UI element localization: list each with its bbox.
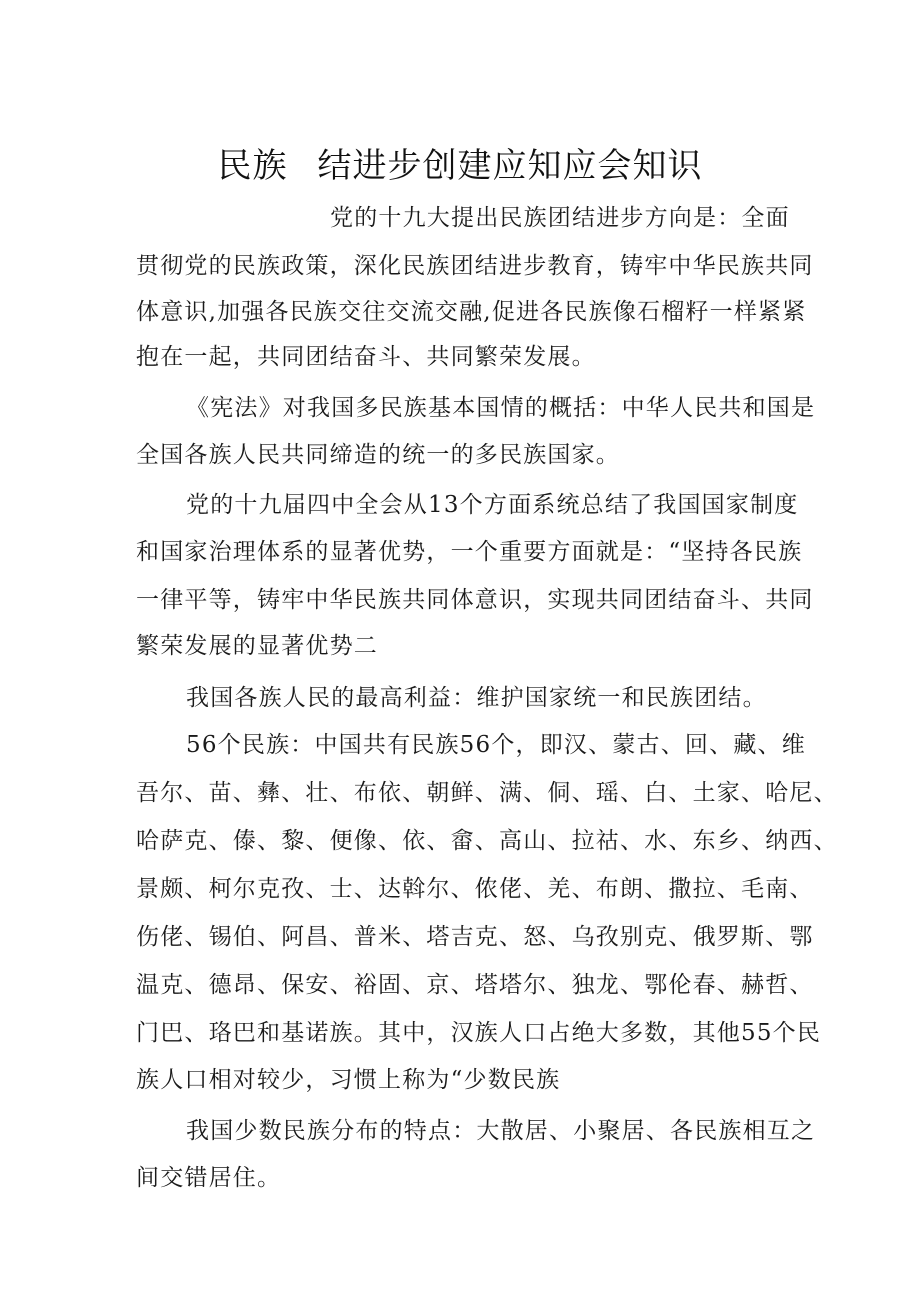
paragraph-5-line-7: 门巴、珞巴和基诺族。其中，汉族人口占绝大多数，其他55个民: [136, 1020, 822, 1046]
paragraph-1-line-4: 抱在一起，共同团结奋斗、共同繁荣发展。: [136, 344, 596, 370]
title-part-1: 民族: [217, 146, 288, 186]
paragraph-3-line-4: 繁荣发展的显著优势二: [136, 633, 378, 659]
paragraph-1-line-2: 贯彻党的民族政策，深化民族团结进步教育，铸牢中华民族共同: [136, 253, 814, 279]
paragraph-5-line-5: 伤佬、锡伯、阿昌、普米、塔吉克、怒、乌孜别克、俄罗斯、鄂: [136, 924, 814, 950]
paragraph-1-line-1: 党的十九大提出民族团结进步方向是：全面: [330, 205, 790, 231]
document-title: [0, 138, 920, 187]
paragraph-4-line-1: 我国各族人民的最高利益：维护国家统一和民族团结。: [186, 685, 767, 711]
paragraph-2-line-1: 《宪法》对我国多民族基本国情的概括：中华人民共和国是: [186, 395, 816, 421]
paragraph-6-line-2: 间交错居住。: [136, 1165, 282, 1191]
paragraph-5-line-4: 景颇、柯尔克孜、士、达斡尔、侬佬、羌、布朗、撒拉、毛南、: [136, 876, 814, 902]
paragraph-2-line-2: 全国各族人民共同缔造的统一的多民族国家。: [136, 442, 620, 468]
paragraph-3-line-1: 党的十九届四中全会从13个方面系统总结了我国国家制度: [186, 492, 799, 518]
title-part-2: 结进步创建应知应会知识: [317, 146, 703, 186]
paragraph-5-line-3: 哈萨克、傣、黎、便像、依、畲、高山、拉祜、水、东乡、纳西、: [136, 828, 838, 854]
paragraph-5-line-1: 56个民族：中国共有民族56个，即汉、蒙古、回、藏、维: [186, 732, 806, 758]
paragraph-5-line-2: 吾尔、苗、彝、壮、布依、朝鲜、满、侗、瑶、白、土家、哈尼、: [136, 780, 838, 806]
paragraph-1-line-3: 体意识,加强各民族交往交流交融,促进各民族像石榴籽一样紧紧: [136, 299, 807, 325]
paragraph-5-line-8: 族人口相对较少，习惯上称为“少数民族: [136, 1067, 561, 1093]
paragraph-3-line-3: 一律平等，铸牢中华民族共同体意识，实现共同团结奋斗、共同: [136, 587, 814, 613]
paragraph-3-line-2: 和国家治理体系的显著优势，一个重要方面就是：“坚持各民族: [136, 539, 803, 565]
paragraph-6-line-1: 我国少数民族分布的特点：大散居、小聚居、各民族相互之: [186, 1118, 816, 1144]
paragraph-5-line-6: 温克、德昂、保安、裕固、京、塔塔尔、独龙、鄂伦春、赫哲、: [136, 972, 814, 998]
